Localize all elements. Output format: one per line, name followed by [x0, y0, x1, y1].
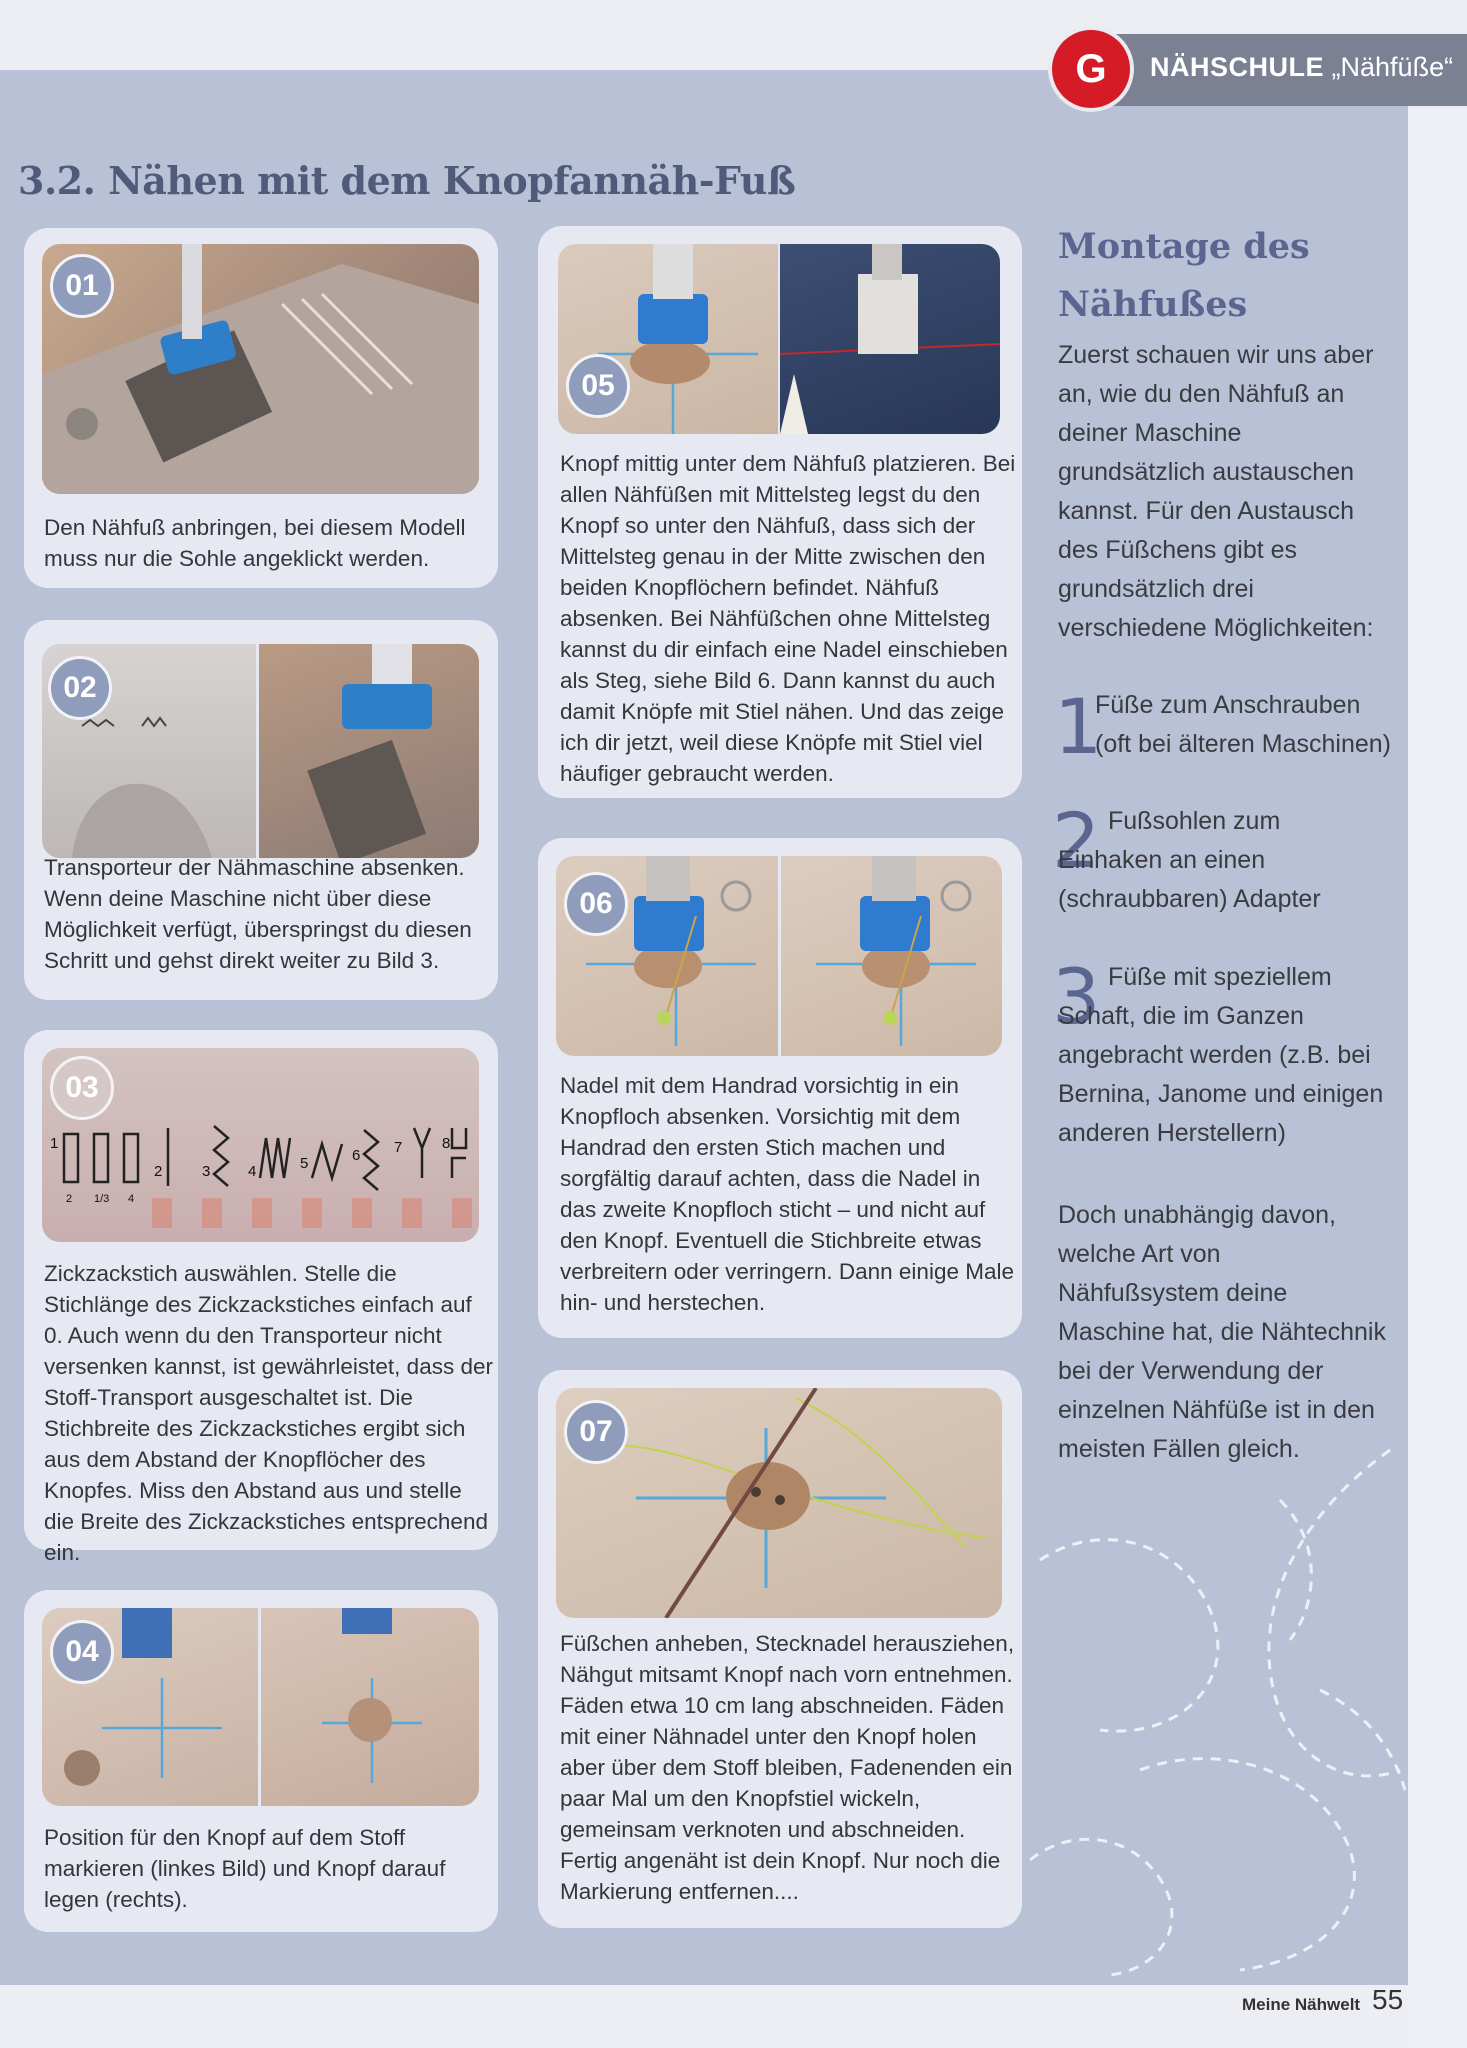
- step-card-07: [538, 1370, 1022, 1928]
- header-topic: „Nähfüße“: [1331, 52, 1454, 82]
- step-caption-01: Den Nähfuß anbringen, bei diesem Modell muss nur die Sohle angeklickt werden.: [44, 515, 466, 571]
- step-photo-04: [42, 1608, 479, 1806]
- step-caption-05: Knopf mittig unter dem Nähfuß platzieren. Bei allen Nähfüßen mit Mittelsteg legst du den Knopf so unter den Nähfuß, dass sich der Mittelsteg genau in der Mitte zwischen den beiden Knopflöchern befindet. Nähfuß absenken. Bei Nähfüßchen ohne Mittelsteg kannst du dir einfach eine Nadel einschieben als Steg, siehe Bild 6. Dann kannst du auch damit Knöpfe mit Stiel nähen. Und das zeige ich dir jetzt, weil diese Knöpfe mit Stiel viel häufiger gebraucht werden.: [560, 451, 1016, 786]
- stitch-number: 6: [352, 1147, 361, 1164]
- stitch-number: 4: [248, 1163, 257, 1180]
- page-margin: [1408, 108, 1467, 2048]
- step-number-badge: 07: [564, 1400, 628, 1464]
- step-photo-05: [558, 244, 1000, 434]
- step-caption-07: Füßchen anheben, Stecknadel herausziehen, Nähgut mitsamt Knopf nach vorn entnehmen. Fäden etwa 10 cm lang abschneiden. Fäden mit einer Nähnadel unter den Knopf holen aber über dem Stoff bleiben, Fadenenden ein paar Mal um den Knopfstiel wickeln, gemeinsam verknoten und abschneiden. Fertig angenäht ist dein Knopf. Nur noch die Markierung entfernen....: [560, 1631, 1015, 1904]
- step-caption-04: Position für den Knopf auf dem Stoff markieren (linkes Bild) und Knopf darauf legen (rechts).: [44, 1825, 446, 1912]
- step-card-04: [24, 1590, 498, 1932]
- step-photo-01: [42, 244, 479, 494]
- option-text: Füße mit speziellem Schaft, die im Ganzen angebracht werden (z.B. bei Bernina, Janome und einigen anderen Herstellern): [1058, 963, 1384, 1147]
- option-number: 3: [1052, 952, 1101, 1041]
- chapter-letter-badge: [1052, 30, 1130, 108]
- option-number: 1: [1054, 682, 1103, 771]
- step-card-06: [538, 838, 1022, 1338]
- step-card-02: [24, 620, 498, 1000]
- option-text: Fußsohlen zum Einhaken an einen (schraubbaren) Adapter: [1058, 807, 1321, 913]
- stitch-sub-label: 4: [128, 1193, 135, 1205]
- step-caption-02: Transporteur der Nähmaschine absenken. Wenn deine Maschine nicht über diese Möglichkeit verfügt, überspringst du diesen Schritt und gehst direkt weiter zu Bild 3.: [44, 855, 472, 973]
- step-card-03: [24, 1030, 498, 1565]
- step-number-badge: 05: [566, 354, 630, 418]
- stitch-number: 1: [50, 1135, 59, 1152]
- step-card-01: [24, 228, 498, 588]
- option-text: Füße zum Anschrauben (oft bei älteren Maschinen): [1095, 691, 1391, 758]
- step-photo-07: [556, 1388, 1002, 1618]
- step-caption-03: Zickzackstich auswählen. Stelle die Stichlänge des Zickzackstiches einfach auf 0. Auch wenn du den Transporteur nicht versenken kannst, ist gewährleistet, dass der Stoff-Transport ausgeschaltet ist. Die Stichbreite des Zickzackstiches ergibt sich aus dem Abstand der Knopflöcher des Knopfes. Miss den Abstand aus und stelle die Breite des Zickzackstiches entsprechend ein.: [44, 1261, 493, 1565]
- step-number-badge: 06: [564, 872, 628, 936]
- sidebar-outro: Doch unabhängig davon, welche Art von Nähfußsystem deine Maschine hat, die Nähtechnik bei der Verwendung der einzelnen Nähfüße ist in den meisten Fällen gleich.: [1058, 1201, 1386, 1463]
- stitch-number: 8: [442, 1135, 451, 1152]
- page-number: 55: [1372, 1984, 1404, 2015]
- stitch-number: 2: [154, 1163, 163, 1180]
- magazine-name: Meine Nähwelt: [1242, 1995, 1361, 2014]
- step-number-badge: 01: [50, 254, 114, 318]
- stitch-number: 5: [300, 1155, 309, 1172]
- foot-placement-illustration: [558, 244, 1000, 434]
- step-photo-02: [42, 644, 479, 858]
- chapter-letter: G: [1075, 47, 1107, 91]
- stitch-pattern-decoration: [1020, 1440, 1410, 1980]
- step-number-badge: 03: [50, 1056, 114, 1120]
- header-label: [1150, 52, 1453, 83]
- step-photo-03: [42, 1048, 479, 1242]
- step-number-badge: 04: [50, 1620, 114, 1684]
- section-title: 3.2. Nähen mit dem Knopfannäh-Fuß: [18, 158, 796, 203]
- stitch-sub-label: 2: [66, 1193, 73, 1205]
- step-number-badge: 02: [48, 656, 112, 720]
- sidebar-title: Montage des Nähfußes: [1058, 226, 1310, 325]
- stitch-number: 7: [394, 1139, 403, 1156]
- step-card-05: [538, 226, 1022, 798]
- option-number: 2: [1052, 796, 1101, 885]
- stitch-number: 3: [202, 1163, 211, 1180]
- sidebar-intro: Zuerst schauen wir uns aber an, wie du den Nähfuß an deiner Maschine grundsätzlich austauschen kannst. Für den Austausch des Füßchens gibt es grundsätzlich drei verschiedene Möglichkeiten:: [1058, 341, 1374, 642]
- step-caption-06: Nadel mit dem Handrad vorsichtig in ein Knopfloch absenken. Vorsichtig mit dem Handrad den ersten Stich machen und sorgfältig darauf achten, dass die Nadel in das zweite Knopfloch sticht – und nicht auf den Knopf. Eventuell die Stichbreite etwas verbreitern oder verringern. Dann einige Male hin- und herstechen.: [560, 1073, 1014, 1315]
- stitch-sub-label: 1/3: [94, 1193, 110, 1205]
- header-series: NÄHSCHULE: [1150, 52, 1325, 82]
- step-photo-06: [556, 856, 1002, 1056]
